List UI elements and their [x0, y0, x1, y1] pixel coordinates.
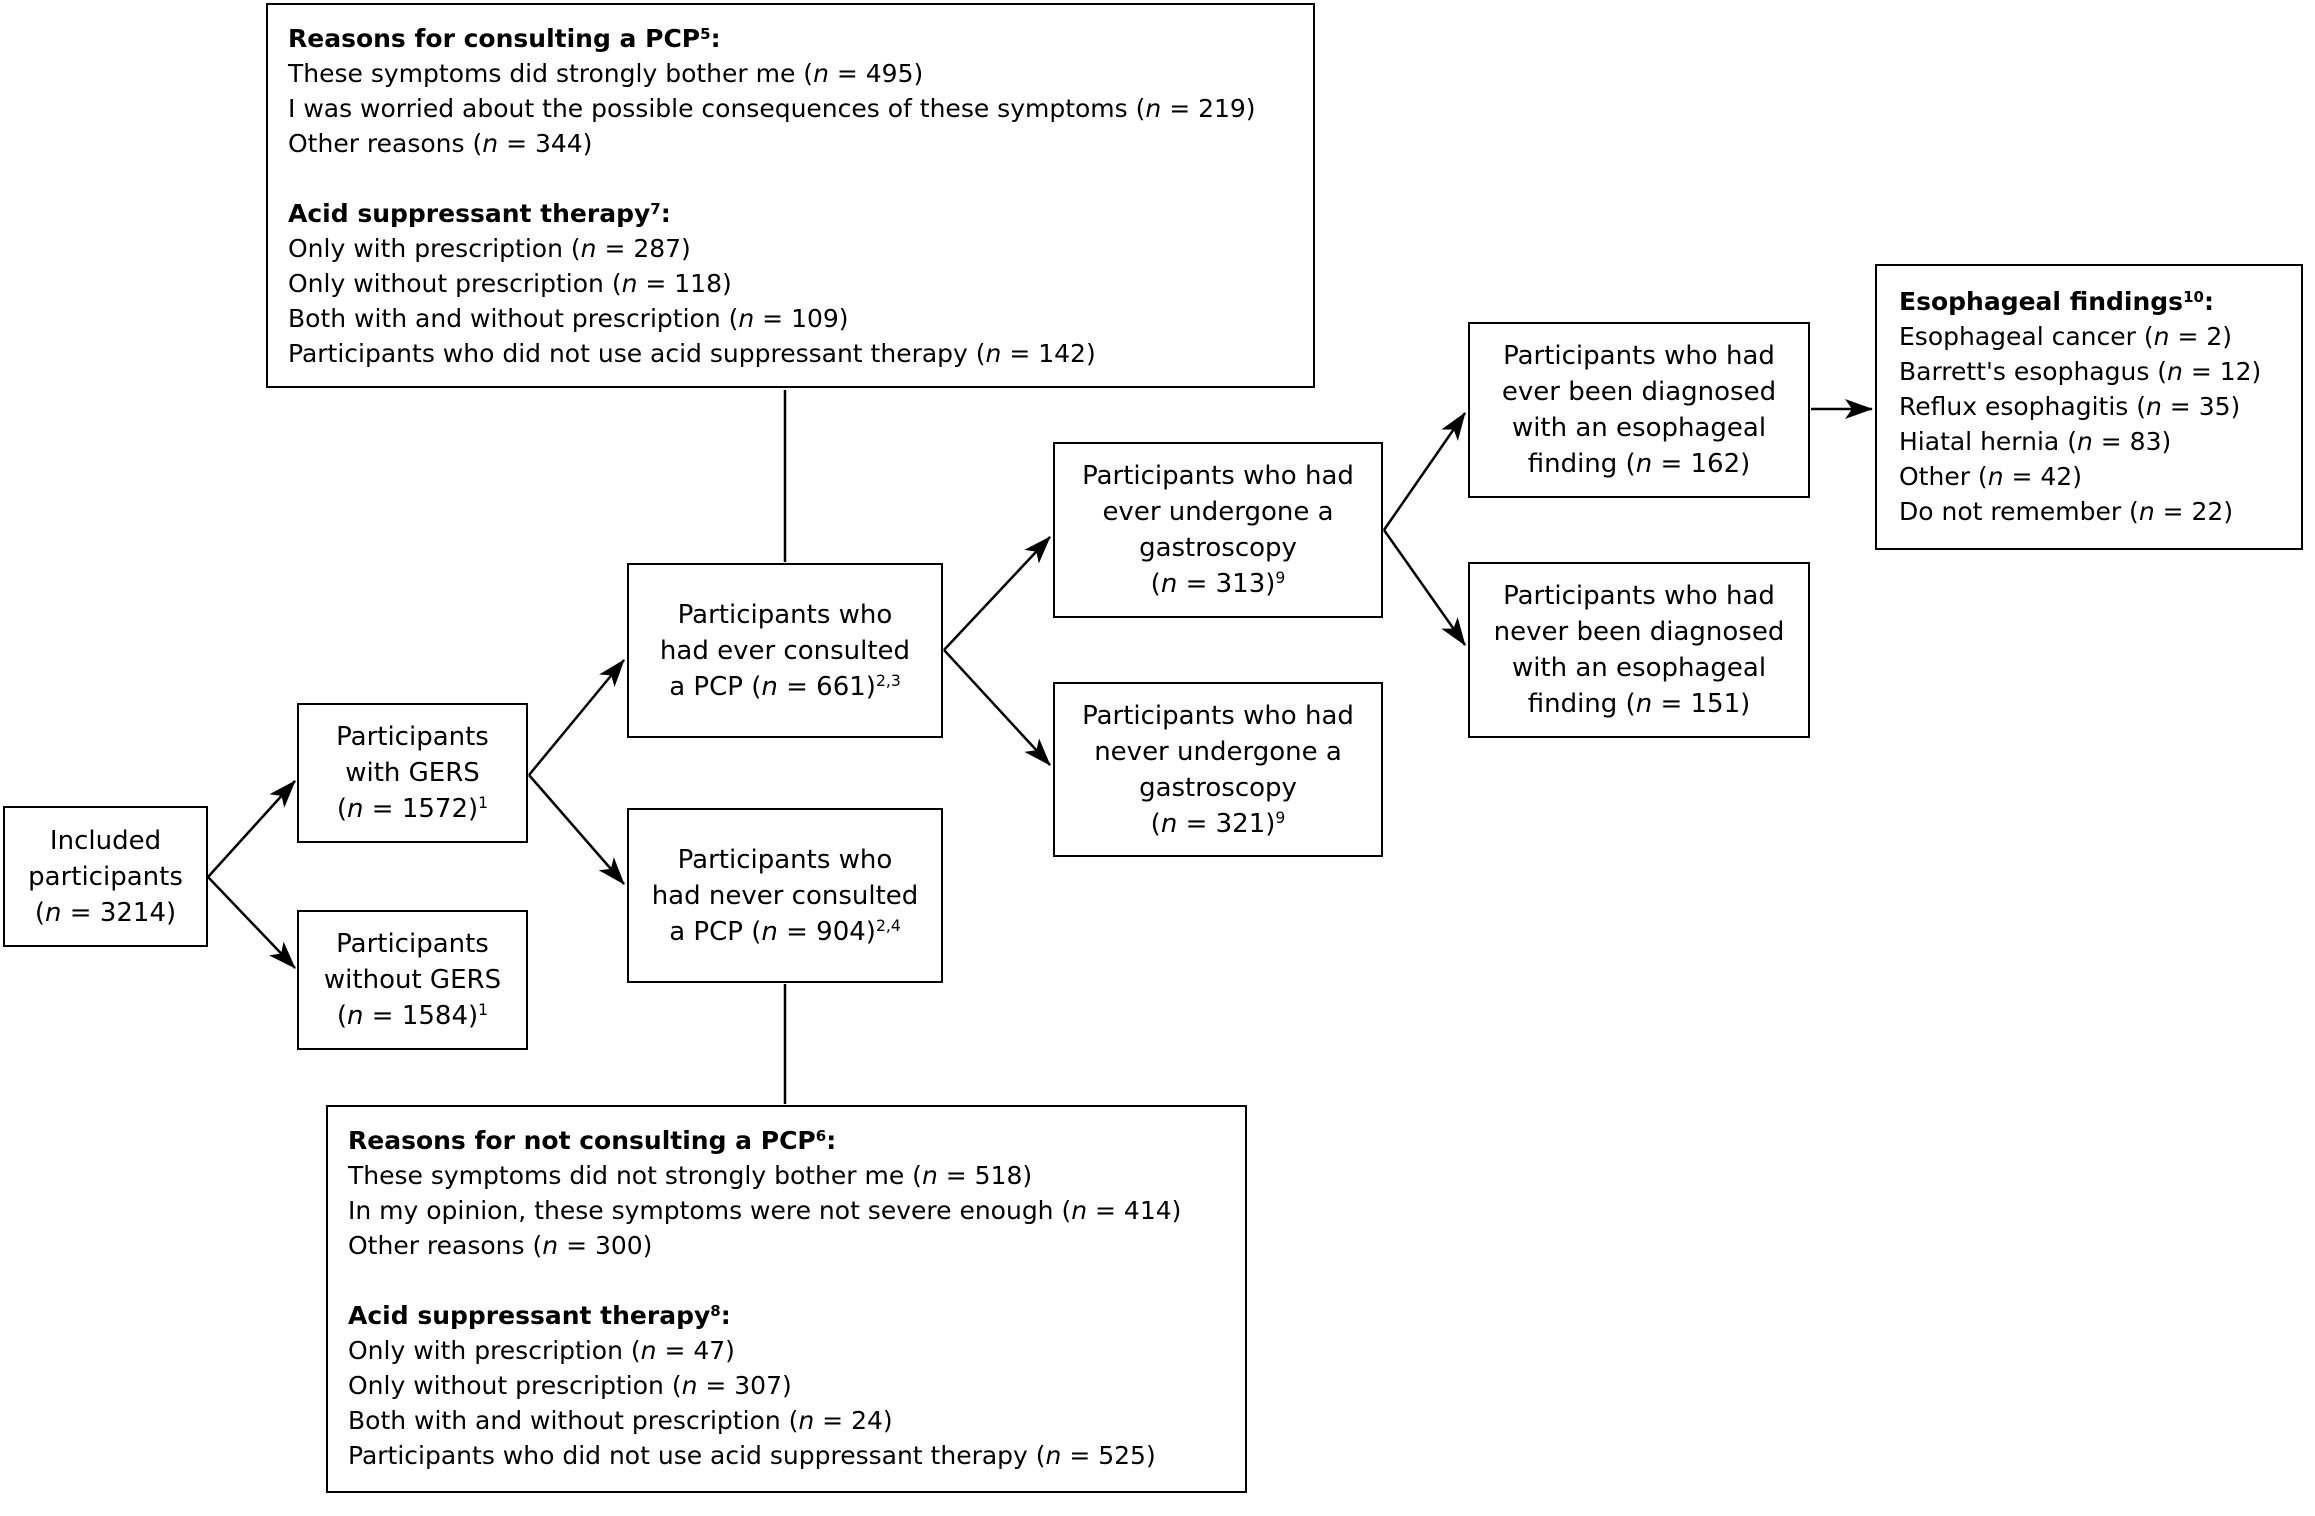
box-text-line: without GERS: [323, 965, 502, 995]
box-text-line: Participants who had: [1503, 341, 1775, 371]
box-text-line: Only without prescription (n = 307): [348, 1371, 792, 1400]
box-never-undergone-gastroscopy: [1053, 682, 1383, 857]
arrow-included-to-with-gers: [208, 781, 295, 877]
arrow-with-gers-to-ever-pcp: [529, 660, 624, 775]
arrow-ever-gastroscopy-to-ever-diagnosed: [1384, 413, 1465, 530]
box-text-line: had never consulted: [651, 880, 919, 911]
box-text-line: Participants who: [677, 599, 893, 630]
arrow-ever-pcp-to-ever-gastroscopy: [944, 537, 1050, 650]
box-text-line: ever undergone a: [1102, 497, 1334, 527]
box-text-line: never been diagnosed: [1493, 617, 1785, 647]
box-participants-without-gers: [297, 910, 528, 1050]
box-text-line: Participants who did not use acid suppressant therapy (n = 525): [348, 1441, 1156, 1470]
box-never-consulted-pcp: [627, 808, 943, 983]
box-text-line: In my opinion, these symptoms were not severe enough (n = 414): [348, 1196, 1182, 1225]
arrow-ever-pcp-to-never-gastroscopy: [944, 650, 1050, 765]
box-title: Acid suppressant therapy$^7$:: [288, 199, 671, 228]
box-text-line: never undergone a: [1094, 736, 1342, 767]
box-ever-consulted-pcp: [627, 563, 943, 738]
box-text-line: (n = 3214): [34, 897, 177, 928]
box-text-line: with an esophageal: [1511, 413, 1767, 443]
box-text-line: gastroscopy: [1139, 772, 1297, 803]
box-text-line: with an esophageal: [1511, 653, 1767, 683]
box-text-line: Participants: [336, 722, 489, 752]
arrow-with-gers-to-never-pcp: [529, 775, 624, 884]
arrow-included-to-without-gers: [208, 877, 295, 968]
box-text-line: Other reasons (n = 344): [288, 129, 593, 158]
box-text-line: Both with and without prescription (n = 24): [348, 1406, 893, 1435]
box-text-line: Hiatal hernia (n = 83): [1899, 427, 2172, 456]
arrow-ever-gastroscopy-to-never-diagnosed: [1384, 530, 1465, 645]
box-text-line: (n = 313)$^9$: [1150, 569, 1286, 599]
box-text-line: Participants: [336, 929, 489, 959]
box-text-line: Esophageal cancer (n = 2): [1899, 322, 2232, 351]
box-text-line: with GERS: [345, 758, 480, 788]
box-text-line: Participants who had: [1503, 581, 1775, 611]
box-text-line: Barrett's esophagus (n = 12): [1899, 357, 2262, 386]
box-title: Reasons for not consulting a PCP$^6$:: [348, 1126, 837, 1155]
box-text-line: Participants who had: [1082, 461, 1354, 491]
box-title: Acid suppressant therapy$^8$:: [348, 1301, 731, 1330]
box-text-line: Only with prescription (n = 47): [348, 1336, 735, 1365]
box-text-line: finding (n = 162): [1527, 449, 1751, 479]
box-text-line: These symptoms did strongly bother me (n = 495): [288, 59, 924, 88]
box-text-line: Participants who: [677, 844, 893, 875]
box-text-line: Reflux esophagitis (n = 35): [1899, 392, 2241, 421]
box-reasons-for-not-consulting-pcp: [326, 1105, 1247, 1493]
box-participants-with-gers: [297, 703, 528, 843]
box-ever-diagnosed-esophageal-finding: [1468, 322, 1810, 498]
box-text-line: finding (n = 151): [1527, 689, 1751, 719]
box-text-line: Included: [49, 825, 162, 856]
box-text-line: Only without prescription (n = 118): [288, 269, 732, 298]
box-esophageal-findings: [1875, 264, 2303, 550]
box-text-line: (n = 1572)$^1$: [336, 794, 489, 824]
box-text-line: I was worried about the possible consequences of these symptoms (n = 219): [288, 94, 1256, 123]
box-text-line: ever been diagnosed: [1501, 377, 1777, 407]
box-included-participants: [3, 806, 208, 947]
box-text-line: participants: [28, 861, 183, 892]
box-ever-undergone-gastroscopy: [1053, 442, 1383, 618]
box-text-line: Other (n = 42): [1899, 462, 2082, 491]
box-never-diagnosed-esophageal-finding: [1468, 562, 1810, 738]
box-text-line: had ever consulted: [659, 635, 911, 666]
box-text-line: (n = 321)$^9$: [1150, 808, 1286, 839]
box-text-line: gastroscopy: [1139, 533, 1297, 563]
box-title: Reasons for consulting a PCP$^5$:: [288, 24, 721, 53]
box-text-line: Other reasons (n = 300): [348, 1231, 653, 1260]
box-text-line: Participants who did not use acid suppressant therapy (n = 142): [288, 339, 1096, 368]
box-text-line: a PCP (n = 661)$^{2,3}$: [669, 671, 901, 702]
box-text-line: Do not remember (n = 22): [1899, 497, 2234, 526]
box-text-line: Participants who had: [1082, 700, 1354, 731]
box-text-line: (n = 1584)$^1$: [336, 1001, 489, 1031]
box-text-line: a PCP (n = 904)$^{2,4}$: [669, 916, 901, 947]
box-text-line: Only with prescription (n = 287): [288, 234, 691, 263]
box-text-line: Both with and without prescription (n = 109): [288, 304, 849, 333]
box-text-line: These symptoms did not strongly bother me (n = 518): [348, 1161, 1033, 1190]
box-title: Esophageal findings$^{10}$:: [1899, 287, 2214, 316]
box-reasons-for-consulting-pcp: [266, 3, 1315, 388]
